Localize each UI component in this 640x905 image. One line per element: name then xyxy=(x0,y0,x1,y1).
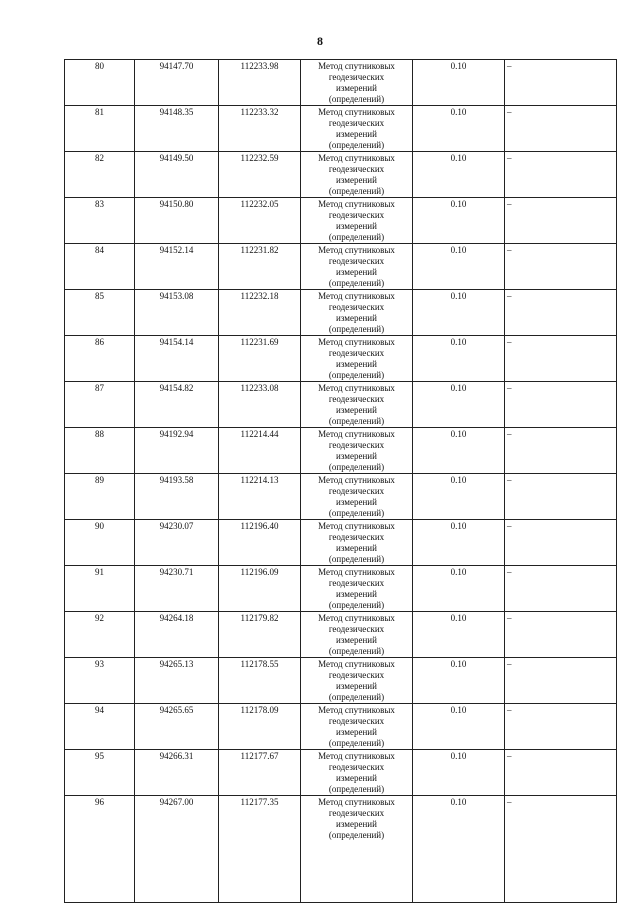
method-text-line: геодезических xyxy=(328,624,385,634)
accuracy-cell: 0.10 xyxy=(413,612,505,658)
note-cell: – xyxy=(505,520,617,566)
coordinate-y-cell: 112231.69 xyxy=(219,336,301,382)
method-text-line: Метод спутниковых xyxy=(318,521,395,531)
point-number-cell: 87 xyxy=(65,382,135,428)
method-text-line: геодезических xyxy=(328,394,385,404)
method-text-line: (определений) xyxy=(328,324,385,334)
method-text-line: измерений xyxy=(336,221,377,231)
coordinate-y-cell: 112214.13 xyxy=(219,474,301,520)
note-cell: – xyxy=(505,796,617,903)
accuracy-cell: 0.10 xyxy=(413,750,505,796)
method-cell xyxy=(301,566,413,612)
table-row xyxy=(65,658,617,704)
method-text-line: геодезических xyxy=(328,762,385,772)
method-cell xyxy=(301,520,413,566)
coordinate-y-cell: 112232.18 xyxy=(219,290,301,336)
method-text-line: (определений) xyxy=(328,462,385,472)
point-number-cell: 81 xyxy=(65,106,135,152)
coordinate-y-cell: 112232.59 xyxy=(219,152,301,198)
point-number-cell: 89 xyxy=(65,474,135,520)
note-cell: – xyxy=(505,198,617,244)
point-number-cell: 84 xyxy=(65,244,135,290)
point-number-cell: 94 xyxy=(65,704,135,750)
method-text-line: измерений xyxy=(336,313,377,323)
method-text-line: геодезических xyxy=(328,532,385,542)
note-cell: – xyxy=(505,612,617,658)
note-cell: – xyxy=(505,750,617,796)
table-row xyxy=(65,520,617,566)
table-row xyxy=(65,566,617,612)
method-cell xyxy=(301,704,413,750)
note-cell: – xyxy=(505,428,617,474)
method-text-line: измерений xyxy=(336,175,377,185)
method-text-line: (определений) xyxy=(328,416,385,426)
method-text-line: Метод спутниковых xyxy=(318,797,395,807)
coordinate-x-cell: 94148.35 xyxy=(135,106,219,152)
method-text-line: измерений xyxy=(336,589,377,599)
method-text-line: Метод спутниковых xyxy=(318,567,395,577)
coordinate-x-cell: 94150.80 xyxy=(135,198,219,244)
method-text-line: геодезических xyxy=(328,486,385,496)
method-cell xyxy=(301,152,413,198)
method-cell xyxy=(301,474,413,520)
accuracy-cell: 0.10 xyxy=(413,520,505,566)
method-text-line: (определений) xyxy=(328,554,385,564)
method-text-line: геодезических xyxy=(328,440,385,450)
point-number-cell: 82 xyxy=(65,152,135,198)
method-text-line: Метод спутниковых xyxy=(318,337,395,347)
method-cell xyxy=(301,796,413,903)
coordinate-y-cell: 112233.08 xyxy=(219,382,301,428)
table-row xyxy=(65,796,617,903)
accuracy-cell: 0.10 xyxy=(413,474,505,520)
method-text-line: измерений xyxy=(336,727,377,737)
accuracy-cell: 0.10 xyxy=(413,796,505,903)
method-text-line: геодезических xyxy=(328,716,385,726)
point-number-cell: 88 xyxy=(65,428,135,474)
coordinate-x-cell: 94147.70 xyxy=(135,60,219,106)
coordinate-x-cell: 94154.82 xyxy=(135,382,219,428)
method-cell xyxy=(301,750,413,796)
method-cell xyxy=(301,290,413,336)
method-cell xyxy=(301,658,413,704)
coordinate-x-cell: 94264.18 xyxy=(135,612,219,658)
method-text-line: геодезических xyxy=(328,210,385,220)
method-text-line: измерений xyxy=(336,819,377,829)
method-text-line: Метод спутниковых xyxy=(318,61,395,71)
accuracy-cell: 0.10 xyxy=(413,152,505,198)
note-cell: – xyxy=(505,244,617,290)
method-cell xyxy=(301,336,413,382)
method-text-line: геодезических xyxy=(328,256,385,266)
accuracy-cell: 0.10 xyxy=(413,290,505,336)
method-text-line: Метод спутниковых xyxy=(318,107,395,117)
table-row xyxy=(65,60,617,106)
method-text-line: измерений xyxy=(336,83,377,93)
method-text-line: (определений) xyxy=(328,140,385,150)
point-number-cell: 95 xyxy=(65,750,135,796)
coordinate-y-cell: 112179.82 xyxy=(219,612,301,658)
coordinate-x-cell: 94266.31 xyxy=(135,750,219,796)
accuracy-cell: 0.10 xyxy=(413,658,505,704)
point-number-cell: 85 xyxy=(65,290,135,336)
table-row xyxy=(65,474,617,520)
table-row xyxy=(65,244,617,290)
method-text-line: Метод спутниковых xyxy=(318,659,395,669)
method-text-line: Метод спутниковых xyxy=(318,245,395,255)
table-row xyxy=(65,750,617,796)
point-number-cell: 83 xyxy=(65,198,135,244)
method-text-line: геодезических xyxy=(328,578,385,588)
method-cell xyxy=(301,244,413,290)
method-text-line: Метод спутниковых xyxy=(318,705,395,715)
method-text-line: (определений) xyxy=(328,94,385,104)
method-text-line: (определений) xyxy=(328,278,385,288)
table-row xyxy=(65,290,617,336)
coordinate-y-cell: 112231.82 xyxy=(219,244,301,290)
accuracy-cell: 0.10 xyxy=(413,704,505,750)
method-text-line: Метод спутниковых xyxy=(318,475,395,485)
table-row xyxy=(65,704,617,750)
note-cell: – xyxy=(505,658,617,704)
table-row xyxy=(65,382,617,428)
page-number: 8 xyxy=(317,34,323,48)
method-text-line: Метод спутниковых xyxy=(318,751,395,761)
note-cell: – xyxy=(505,382,617,428)
coordinate-x-cell: 94192.94 xyxy=(135,428,219,474)
method-text-line: геодезических xyxy=(328,302,385,312)
method-cell xyxy=(301,428,413,474)
coordinate-y-cell: 112177.35 xyxy=(219,796,301,903)
coordinate-x-cell: 94230.71 xyxy=(135,566,219,612)
point-number-cell: 80 xyxy=(65,60,135,106)
note-cell: – xyxy=(505,152,617,198)
coordinate-y-cell: 112177.67 xyxy=(219,750,301,796)
method-text-line: измерений xyxy=(336,129,377,139)
coordinate-x-cell: 94230.07 xyxy=(135,520,219,566)
coordinate-x-cell: 94149.50 xyxy=(135,152,219,198)
note-cell: – xyxy=(505,60,617,106)
method-cell xyxy=(301,612,413,658)
note-cell: – xyxy=(505,336,617,382)
method-text-line: геодезических xyxy=(328,670,385,680)
accuracy-cell: 0.10 xyxy=(413,106,505,152)
accuracy-cell: 0.10 xyxy=(413,566,505,612)
method-text-line: (определений) xyxy=(328,232,385,242)
method-text-line: Метод спутниковых xyxy=(318,429,395,439)
table-row xyxy=(65,336,617,382)
table-row xyxy=(65,198,617,244)
method-text-line: геодезических xyxy=(328,348,385,358)
method-cell xyxy=(301,382,413,428)
accuracy-cell: 0.10 xyxy=(413,244,505,290)
note-cell: – xyxy=(505,106,617,152)
method-text-line: (определений) xyxy=(328,370,385,380)
point-number-cell: 90 xyxy=(65,520,135,566)
coordinate-y-cell: 112196.09 xyxy=(219,566,301,612)
coordinate-x-cell: 94267.00 xyxy=(135,796,219,903)
table-row xyxy=(65,428,617,474)
note-cell: – xyxy=(505,704,617,750)
coordinates-table xyxy=(64,59,617,903)
method-cell xyxy=(301,198,413,244)
method-text-line: измерений xyxy=(336,451,377,461)
coordinate-x-cell: 94154.14 xyxy=(135,336,219,382)
point-number-cell: 96 xyxy=(65,796,135,903)
coordinate-x-cell: 94152.14 xyxy=(135,244,219,290)
method-text-line: (определений) xyxy=(328,830,385,840)
method-text-line: геодезических xyxy=(328,118,385,128)
coordinate-y-cell: 112232.05 xyxy=(219,198,301,244)
method-text-line: (определений) xyxy=(328,186,385,196)
coordinate-x-cell: 94193.58 xyxy=(135,474,219,520)
table-row xyxy=(65,152,617,198)
point-number-cell: 92 xyxy=(65,612,135,658)
coordinate-y-cell: 112178.09 xyxy=(219,704,301,750)
accuracy-cell: 0.10 xyxy=(413,198,505,244)
accuracy-cell: 0.10 xyxy=(413,428,505,474)
method-text-line: измерений xyxy=(336,773,377,783)
method-text-line: измерений xyxy=(336,497,377,507)
method-text-line: (определений) xyxy=(328,784,385,794)
method-text-line: (определений) xyxy=(328,692,385,702)
method-text-line: измерений xyxy=(336,359,377,369)
coordinate-x-cell: 94265.65 xyxy=(135,704,219,750)
method-cell xyxy=(301,60,413,106)
method-text-line: измерений xyxy=(336,635,377,645)
table-row xyxy=(65,612,617,658)
accuracy-cell: 0.10 xyxy=(413,336,505,382)
method-text-line: Метод спутниковых xyxy=(318,383,395,393)
method-text-line: измерений xyxy=(336,543,377,553)
method-text-line: геодезических xyxy=(328,808,385,818)
method-text-line: измерений xyxy=(336,681,377,691)
method-text-line: измерений xyxy=(336,267,377,277)
coordinate-y-cell: 112233.32 xyxy=(219,106,301,152)
method-text-line: измерений xyxy=(336,405,377,415)
note-cell: – xyxy=(505,474,617,520)
accuracy-cell: 0.10 xyxy=(413,382,505,428)
method-text-line: (определений) xyxy=(328,738,385,748)
coordinate-x-cell: 94265.13 xyxy=(135,658,219,704)
note-cell: – xyxy=(505,290,617,336)
method-text-line: (определений) xyxy=(328,600,385,610)
note-cell: – xyxy=(505,566,617,612)
method-text-line: геодезических xyxy=(328,72,385,82)
point-number-cell: 91 xyxy=(65,566,135,612)
method-text-line: Метод спутниковых xyxy=(318,199,395,209)
method-text-line: Метод спутниковых xyxy=(318,613,395,623)
method-cell xyxy=(301,106,413,152)
table-row xyxy=(65,106,617,152)
accuracy-cell: 0.10 xyxy=(413,60,505,106)
coordinate-y-cell: 112178.55 xyxy=(219,658,301,704)
coordinate-y-cell: 112233.98 xyxy=(219,60,301,106)
point-number-cell: 93 xyxy=(65,658,135,704)
method-text-line: (определений) xyxy=(328,646,385,656)
coordinate-x-cell: 94153.08 xyxy=(135,290,219,336)
method-text-line: Метод спутниковых xyxy=(318,291,395,301)
point-number-cell: 86 xyxy=(65,336,135,382)
method-text-line: геодезических xyxy=(328,164,385,174)
coordinate-y-cell: 112214.44 xyxy=(219,428,301,474)
method-text-line: Метод спутниковых xyxy=(318,153,395,163)
method-text-line: (определений) xyxy=(328,508,385,518)
table-body xyxy=(65,60,617,903)
coordinate-y-cell: 112196.40 xyxy=(219,520,301,566)
